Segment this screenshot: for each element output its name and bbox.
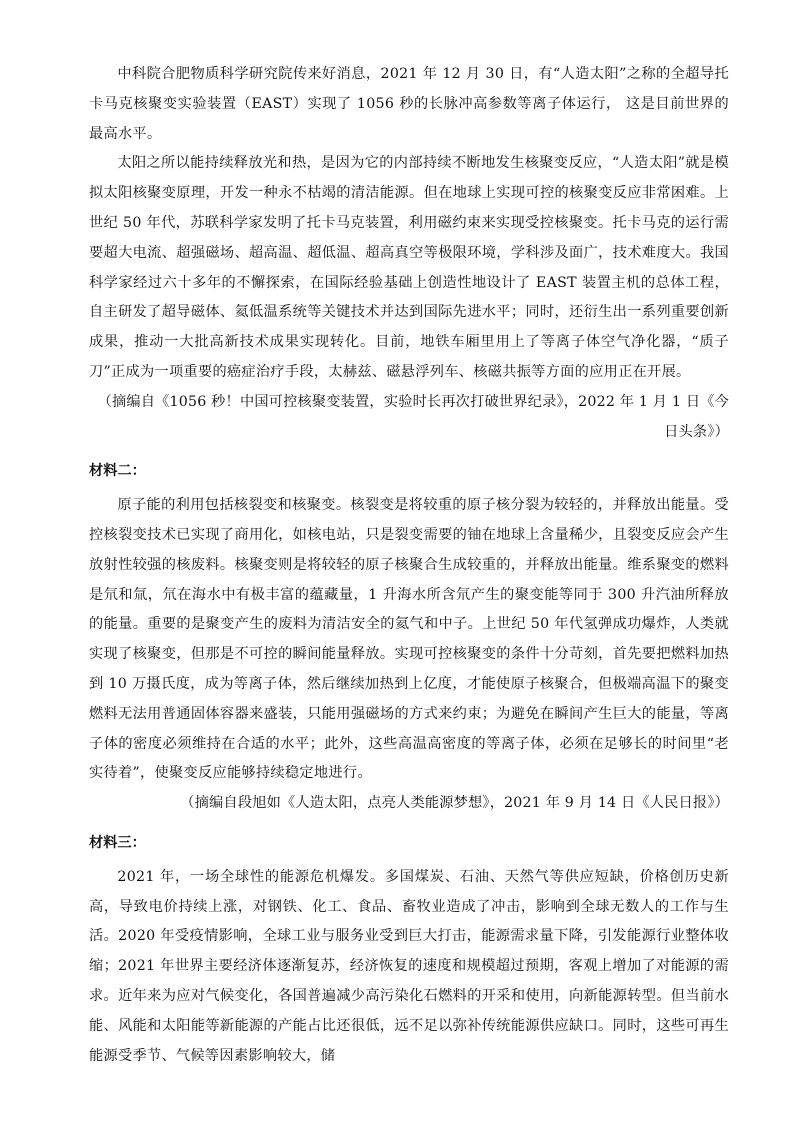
material3-heading: 材料三： — [89, 834, 146, 851]
material2-paragraph-1: 原子能的利用包括核裂变和核聚变。核裂变是将较重的原子核分裂为较轻的，并释放出能量。受控核裂变技术已实现了商用化，如核电站，只是裂变需要的铀在地球上含量稀少，且裂变反应会产生放射性较强的核废料。核聚变则是将较轻的原子核聚合生成较重的，并释放出能量。维系聚变的燃料是氘和氚，氘在海水中有极丰富的蕴藏量，1 升海水所含氘产生的聚变能等同于 300 升汽油所释放的能量。重要的是聚变产生的废料为清洁安全的氦气和中子。上世纪 50 年代氢弹成功爆炸，人类就实现了核聚变，但那是不可控的瞬间能量释放。实现可控核聚变的条件十分苛刻，首先要把燃料加热到 10 万摄氏度，成为等离子体，然后继续加热到上亿度，才能使原子核聚合，但极端高温下的聚变燃料无法用普通固体容器来盛装，只能用强磁场的方式来约束；为避免在瞬间产生巨大的能量，等离子体的密度必须维持在合适的水平；此外，这些高温高密度的等离子体，必须在足够长的时间里“老实待着”，使聚变反应能够持续稳定地进行。 — [89, 497, 729, 782]
material2-source: （摘编自段旭如《人造太阳，点亮人类能源梦想》，2021 年 9 月 14 日《人民日报》） — [180, 795, 729, 812]
document-page — [89, 60, 729, 1071]
material1-paragraph-1: 中科院合肥物质科学研究院传来好消息，2021 年 12 月 30 日，有“人造太阳”之称的全超导托卡马克核聚变实验装置（EAST）实现了 1056 秒的长脉冲高参数等离子体运行， 这是目前世界的最高水平。 — [89, 66, 729, 142]
material1-source: （摘编自《1056 秒！中国可控核聚变装置，实验时长再次打破世界纪录》，2022 年 1 月 1 日《今日头条》） — [97, 393, 729, 440]
material3-paragraph-1: 2021 年，一场全球性的能源危机爆发。多国煤炭、石油、天然气等供应短缺，价格创历史新高，导致电价持续上涨，对钢铁、化工、食品、畜牧业造成了冲击，影响到全球无数人的工作与生活。2020 年受疫情影响，全球工业与服务业受到巨大打击，能源需求量下降，引发能源行业整体收缩；2021 年世界主要经济体逐渐复苏，经济恢复的速度和规模超过预期，客观上增加了对能源的需求。近年来为应对气候变化，各国普遍减少高污染化石燃料的开采和使用，向新能源转型。但当前水能、风能和太阳能等新能源的产能占比还很低，远不足以弥补传统能源供应缺口。同时，这些可再生能源受季节、气候等因素影响较大，储 — [89, 868, 729, 1064]
material1-paragraph-2: 太阳之所以能持续释放光和热，是因为它的内部持续不断地发生核聚变反应，“人造太阳”就是模拟太阳核聚变原理，开发一种永不枯竭的清洁能源。但在地球上实现可控的核聚变反应非常困难。上世纪 50 年代，苏联科学家发明了托卡马克装置，利用磁约束来实现受控核聚变。托卡马克的运行需要超大电流、超强磁场、超高温、超低温、超高真空等极限环境，学科涉及面广，技术难度大。我国科学家经过六十多年的不懈探索，在国际经验基础上创造性地设计了 EAST 装置主机的总体工程，自主研发了超导磁体、氦低温系统等关键技术并达到国际先进水平；同时，还衍生出一系列重要创新成果，推动一大批高新技术成果实现转化。目前，地铁车厢里用上了等离子体空气净化器，“质子刀”正成为一项重要的癌症治疗手段，太赫兹、磁悬浮列车、核磁共振等方面的应用正在开展。 — [89, 155, 729, 380]
material2-heading: 材料二： — [89, 463, 146, 480]
